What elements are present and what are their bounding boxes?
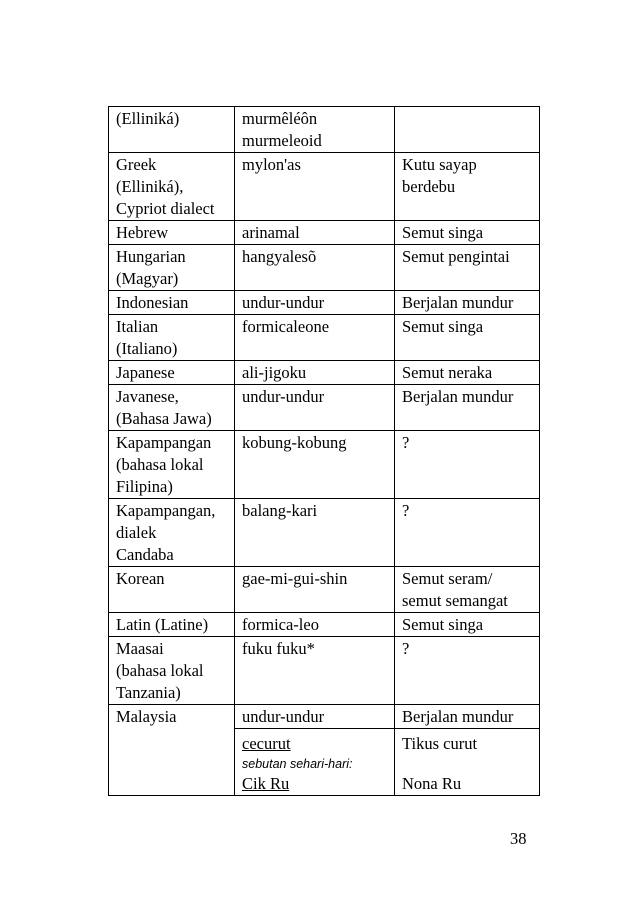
term-cell [235, 729, 395, 796]
table-row [109, 291, 540, 315]
language-cell: Malaysia [109, 705, 235, 796]
language-cell: (Elliniká) [109, 107, 235, 153]
term-cell: undur-undur [235, 385, 395, 431]
meaning-cell: ? [395, 637, 540, 705]
term-cell: murmêléôn murmeleoid [235, 107, 395, 153]
meaning-cell: Semut singa [395, 315, 540, 361]
colloquial-note: sebutan sehari-hari: [242, 757, 353, 771]
term-cecurut: cecurut [242, 734, 291, 753]
term-cik-ru: Cik Ru [242, 774, 290, 793]
meaning-cell: Berjalan mundur [395, 705, 540, 729]
lexicon-table-body [109, 107, 540, 796]
meaning-cell [395, 107, 540, 153]
table-row [109, 361, 540, 385]
language-cell: Latin (Latine) [109, 613, 235, 637]
table-row [109, 153, 540, 221]
language-cell: Indonesian [109, 291, 235, 315]
table-row [109, 315, 540, 361]
language-cell: Italian (Italiano) [109, 315, 235, 361]
language-cell: Hebrew [109, 221, 235, 245]
table-row [109, 431, 540, 499]
language-cell: Kapampangan (bahasa lokal Filipina) [109, 431, 235, 499]
term-cell: kobung-kobung [235, 431, 395, 499]
meaning-cell [395, 729, 540, 796]
table-row [109, 613, 540, 637]
meaning-nona-ru: Nona Ru [402, 774, 462, 793]
term-cell: fuku fuku* [235, 637, 395, 705]
term-cell: mylon'as [235, 153, 395, 221]
language-cell: Kapampangan, dialek Candaba [109, 499, 235, 567]
meaning-cell: Semut seram/ semut semangat [395, 567, 540, 613]
meaning-cell: ? [395, 499, 540, 567]
term-cell: formicaleone [235, 315, 395, 361]
meaning-tikus-curut: Tikus curut [402, 734, 478, 753]
language-cell: Japanese [109, 361, 235, 385]
page-number: 38 [510, 829, 527, 848]
term-cell: balang-kari [235, 499, 395, 567]
table-row [109, 705, 540, 729]
table-row [109, 107, 540, 153]
language-cell: Maasai (bahasa lokal Tanzania) [109, 637, 235, 705]
table-row [109, 637, 540, 705]
table-row [109, 499, 540, 567]
meaning-cell: Semut singa [395, 221, 540, 245]
meaning-cell: Semut neraka [395, 361, 540, 385]
meaning-cell: ? [395, 431, 540, 499]
term-cell: gae-mi-gui-shin [235, 567, 395, 613]
language-cell: Korean [109, 567, 235, 613]
table-row [109, 567, 540, 613]
language-cell: Hungarian (Magyar) [109, 245, 235, 291]
term-cell: ali-jigoku [235, 361, 395, 385]
language-cell: Greek (Elliniká), Cypriot dialect [109, 153, 235, 221]
table-row [109, 385, 540, 431]
table-row [109, 245, 540, 291]
meaning-cell: Berjalan mundur [395, 385, 540, 431]
language-cell: Javanese, (Bahasa Jawa) [109, 385, 235, 431]
table-row [109, 221, 540, 245]
meaning-cell: Kutu sayap berdebu [395, 153, 540, 221]
term-cell: formica-leo [235, 613, 395, 637]
term-cell: arinamal [235, 221, 395, 245]
meaning-cell: Semut pengintai [395, 245, 540, 291]
meaning-cell: Berjalan mundur [395, 291, 540, 315]
term-cell: undur-undur [235, 705, 395, 729]
term-cell: hangyalesõ [235, 245, 395, 291]
lexicon-table [108, 106, 540, 796]
term-cell: undur-undur [235, 291, 395, 315]
meaning-cell: Semut singa [395, 613, 540, 637]
